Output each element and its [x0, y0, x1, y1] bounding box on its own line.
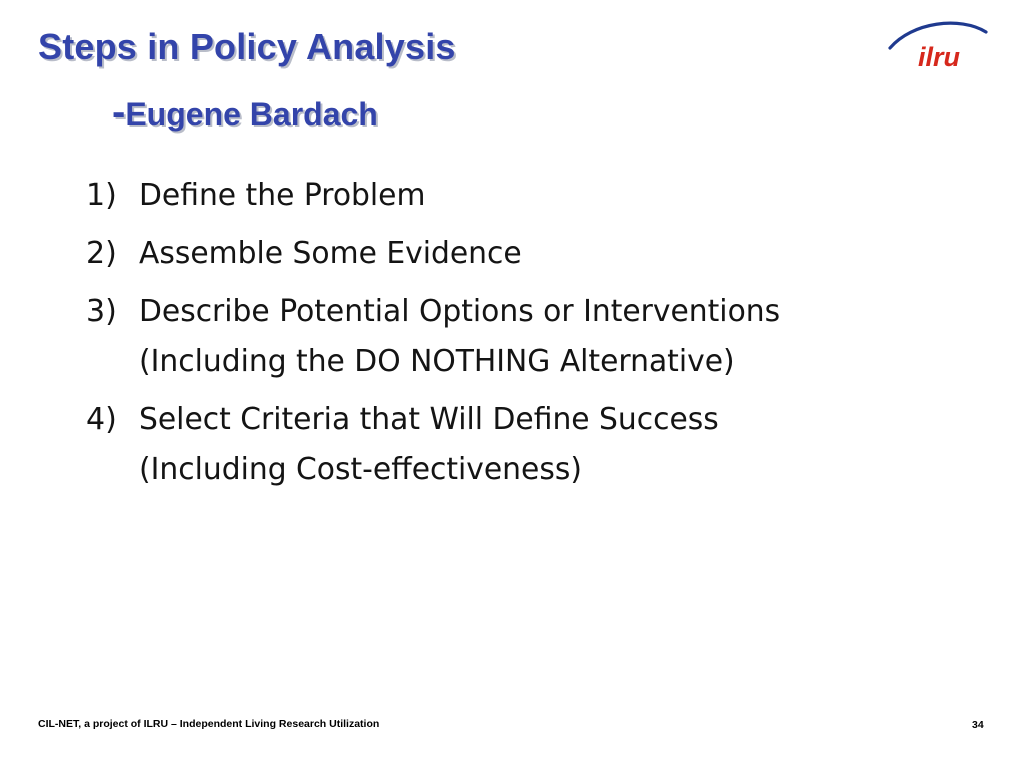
subtitle-author: Eugene Bardach [125, 96, 378, 132]
footer-text: CIL-NET, a project of ILRU – Independent Living Research Utilization [38, 718, 380, 730]
step-item [86, 286, 966, 388]
step-text: Define the Problem [139, 178, 426, 213]
step-number: 1) [86, 178, 117, 213]
step-item [86, 228, 966, 280]
steps-list [86, 170, 966, 502]
logo-text: ilru [918, 42, 961, 72]
step-text: Describe Potential Options or Interventions [139, 294, 781, 329]
step-text: Select Criteria that Will Define Success [139, 402, 719, 437]
step-item [86, 170, 966, 222]
slide-subtitle [112, 92, 378, 133]
slide-title: Steps in Policy Analysis [38, 26, 456, 67]
page-number: 34 [972, 719, 984, 731]
step-number: 3) [86, 294, 117, 329]
step-number: 4) [86, 402, 117, 437]
step-detail: (Including the DO NOTHING Alternative) [139, 344, 735, 379]
step-item [86, 394, 966, 496]
step-number: 2) [86, 236, 117, 271]
ilru-logo [886, 14, 990, 74]
step-text: Assemble Some Evidence [139, 236, 522, 271]
step-detail: (Including Cost-effectiveness) [139, 452, 582, 487]
subtitle-dash: - [112, 90, 126, 134]
